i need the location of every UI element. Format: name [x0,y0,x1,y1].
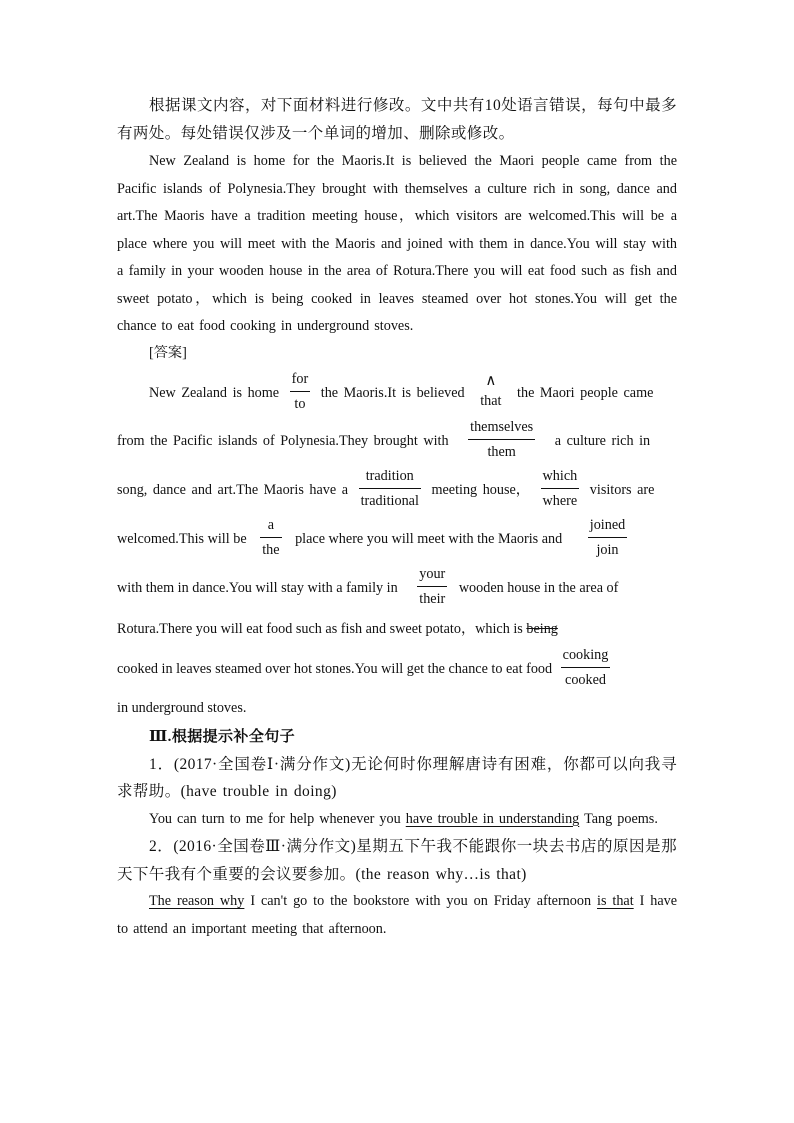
correction-original: tradition [359,466,421,489]
answer-text: with them in dance.You will stay with a family in [117,579,398,596]
answer-line-2 [117,417,677,466]
correction-original: which [541,466,580,489]
correction-fix: them [487,443,516,460]
sentence-text: I can't go to the bookstore with you on Friday afternoon [250,893,592,909]
correction-original: joined [588,515,627,538]
task-instructions: 根据课文内容，对下面材料进行修改。文中共有10处语言错误，每句中最多有两处。每处错误仅涉及一个单词的增加、删除或修改。 [117,97,677,142]
answer-blank: have trouble in understanding [405,810,580,827]
question-1-prompt: 1．(2017·全国卷Ⅰ·满分作文)无论何时你理解唐诗有困难，你都可以向我寻求帮助。(have trouble in doing) [117,755,677,800]
answer-text: place where you will meet with the Maoris and [295,530,563,547]
correction-fix: the [262,541,280,558]
answer-block [117,370,677,723]
answer-text: the Maoris.It is believed [320,384,465,401]
correction-fix: cooked [565,671,606,688]
correction-fix: join [596,541,619,558]
correction-fraction [541,466,580,511]
answer-text: Rotura.There you will eat food such as fish and sweet potato，which is [117,620,523,637]
question-2-answer [117,888,677,943]
answer-line-1 [117,370,677,417]
caret-icon: ∧ [485,373,497,390]
answer-text: song, dance and art.The Maoris have a [117,481,349,498]
answer-text: welcomed.This will be [117,530,247,547]
correction-fraction [417,564,447,609]
correction-fraction [588,515,627,560]
sentence-text: You can turn to me for help whenever you [149,810,401,827]
correction-fraction [290,369,311,414]
deleted-word: being [526,620,558,637]
correction-fraction [359,466,421,511]
answer-blank: The reason why [149,893,245,909]
answer-line-7 [117,645,677,693]
answer-text: meeting house， [431,481,530,498]
correction-fraction [561,645,611,690]
answer-line-6 [117,613,677,645]
correction-fix: where [542,492,578,509]
error-correction-passage: New Zealand is home for the Maoris.It is believed the Maori people came from the Pacific islands of Polynesia.They brought with themselves a culture rich in song, dance and art.The Maoris have a tradition meeting house，which visitors are welcomed.This will be a place where you will meet with the Maoris and joined with them in dance.You will stay with a family in your wooden house in the area of Rotura.There you will eat food such as fish and sweet potato，which is being cooked in leaves steamed over hot stones.You will get the chance to eat food cooking in underground stoves. [117,153,677,334]
answer-text: in underground stoves. [117,699,247,716]
answer-text: cooked in leaves steamed over hot stones.You will get the chance to eat food [117,660,553,677]
insertion-mark [480,371,501,411]
answer-text: from the Pacific islands of Polynesia.They brought with [117,432,449,449]
correction-original: for [290,369,311,392]
answer-text: wooden house in the area of [458,579,619,596]
correction-fraction [468,417,535,462]
answer-line-4 [117,515,677,564]
correction-original: cooking [561,645,611,668]
answer-line-5 [117,564,677,613]
correction-original: a [260,515,281,538]
answer-line-3 [117,466,677,515]
answer-text: New Zealand is home [149,384,280,401]
answer-label: [答案] [149,344,187,361]
correction-fix: traditional [360,492,419,509]
sentence-text: I have to attend an important meeting that afternoon. [117,893,678,937]
correction-fix: that [480,393,502,410]
correction-fix: their [419,590,446,607]
answer-text: the Maori people came [517,384,654,401]
answer-text: visitors are [589,481,655,498]
answer-blank: is that [597,893,634,909]
correction-fix: to [294,395,306,412]
answer-text: a culture rich in [554,432,651,449]
sentence-text: Tang poems. [584,810,658,827]
document-page [117,92,677,943]
correction-original: themselves [468,417,535,440]
correction-fraction [260,515,281,560]
question-1-answer [117,806,677,834]
answer-line-8 [117,693,677,723]
section-heading: Ⅲ.根据提示补全句子 [149,728,296,745]
correction-original: your [417,564,447,587]
question-2-prompt: 2．(2016·全国卷Ⅲ·满分作文)星期五下午我不能跟你一块去书店的原因是那天下午我有个重要的会议要参加。(the reason why…is that) [117,838,677,883]
